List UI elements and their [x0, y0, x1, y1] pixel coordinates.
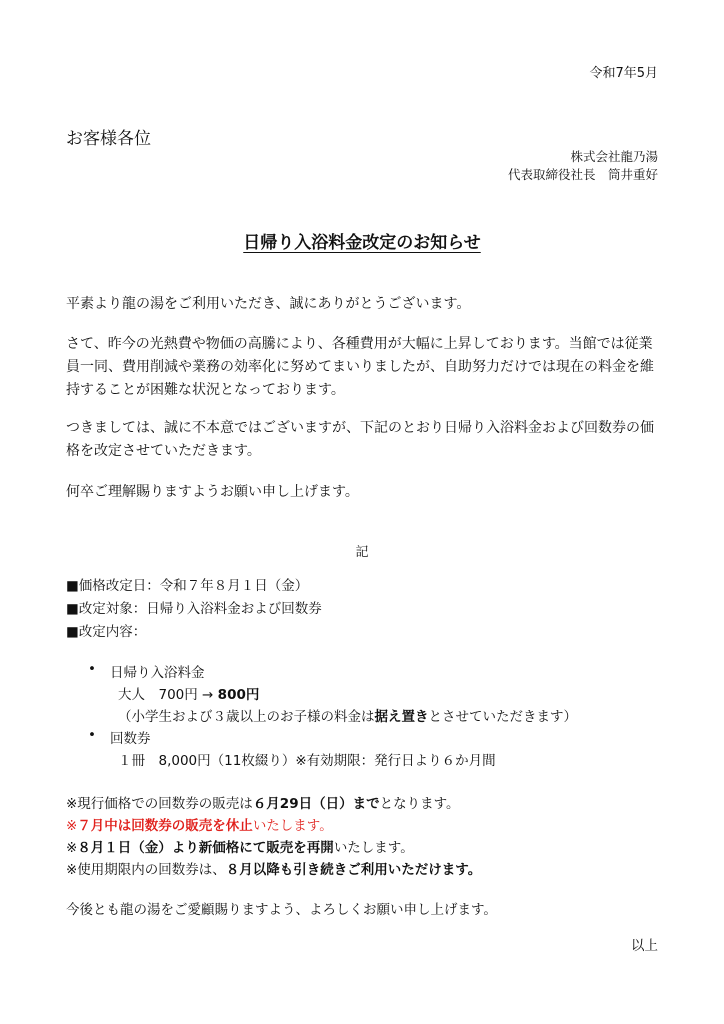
note-ticket-validity — [66, 858, 481, 878]
note-1-c: となります。 — [379, 796, 460, 812]
representative-name: 代表取締役社長 筒井重好 — [507, 167, 658, 182]
note-current-sales — [66, 792, 460, 812]
note-4-a: ※使用期限内の回数券は、 — [66, 862, 226, 878]
note-2-a: ※ — [66, 818, 78, 834]
ki-heading: 記 — [355, 545, 369, 560]
ticket-detail: １冊 8,000円（11枚綴り）※有効期限：発行日より６か月間 — [118, 753, 496, 769]
addressee: お客様各位 — [66, 129, 151, 149]
child-note-part-a: （小学生および３歳以上のお子様の料金は — [118, 709, 375, 725]
child-note-emphasis: 据え置き — [374, 709, 429, 725]
item-revision-content: ■改定内容： — [66, 624, 147, 640]
adult-price-line — [118, 683, 259, 703]
ijou-end-mark: 以上 — [631, 938, 658, 954]
note-3-c: いたします。 — [333, 840, 414, 856]
paragraph-greeting: 平素より龍の湯をご利用いただき、誠にありがとうございます。 — [66, 296, 471, 312]
note-4-b: ８月以降も引き続きご利用いただけます。 — [225, 862, 482, 878]
paragraph-announcement: つきましては、誠に不本意ではございますが、下記のとおり日帰り入浴料金および回数券の価格を改定させていただきます。 — [66, 420, 654, 459]
adult-price-old: 大人 700円 → — [118, 687, 218, 703]
item-revision-date: ■価格改定日：令和７年８月１日（金） — [66, 578, 309, 594]
note-3-b: ８月１日（金）より新価格にて販売を再開 — [77, 840, 334, 856]
note-sales-resume — [66, 836, 414, 856]
company-name: 株式会社龍乃湯 — [570, 149, 658, 164]
note-sales-suspension — [66, 814, 333, 834]
note-2-c: いたします。 — [252, 818, 333, 834]
notice-title: 日帰り入浴料金改定のお知らせ — [243, 233, 481, 253]
notice-date: 令和7年5月 — [589, 66, 658, 81]
child-price-note — [118, 705, 577, 725]
closing-remark: 今後とも龍の湯をご愛顧賜りますよう、よろしくお願い申し上げます。 — [66, 902, 497, 918]
note-3-a: ※ — [66, 840, 78, 856]
note-1-a: ※現行価格での回数券の販売は — [66, 796, 253, 812]
paragraph-request: 何卒ご理解賜りますようお願い申し上げます。 — [66, 484, 359, 500]
bullet-icon: • — [88, 661, 96, 677]
note-1-b: ６月29日（日）まで — [252, 796, 380, 812]
note-2-b: ７月中は回数券の販売を休止 — [77, 818, 253, 834]
child-note-part-c: とさせていただきます） — [428, 709, 577, 725]
ticket-label: 回数券 — [110, 731, 151, 747]
item-revision-target: ■改定対象：日帰り入浴料金および回数券 — [66, 601, 322, 617]
bath-fee-label: 日帰り入浴料金 — [110, 665, 205, 681]
bullet-icon: • — [88, 727, 96, 743]
adult-price-new: 800円 — [217, 687, 260, 703]
notice-title-wrap — [0, 228, 724, 253]
paragraph-reason: さて、昨今の光熱費や物価の高騰により、各種費用が大幅に上昇しております。当館では従業員一同、費用削減や業務の効率化に努めてまいりましたが、自助努力だけでは現在の料金を維持することが困難な状況となっております。 — [66, 336, 654, 398]
